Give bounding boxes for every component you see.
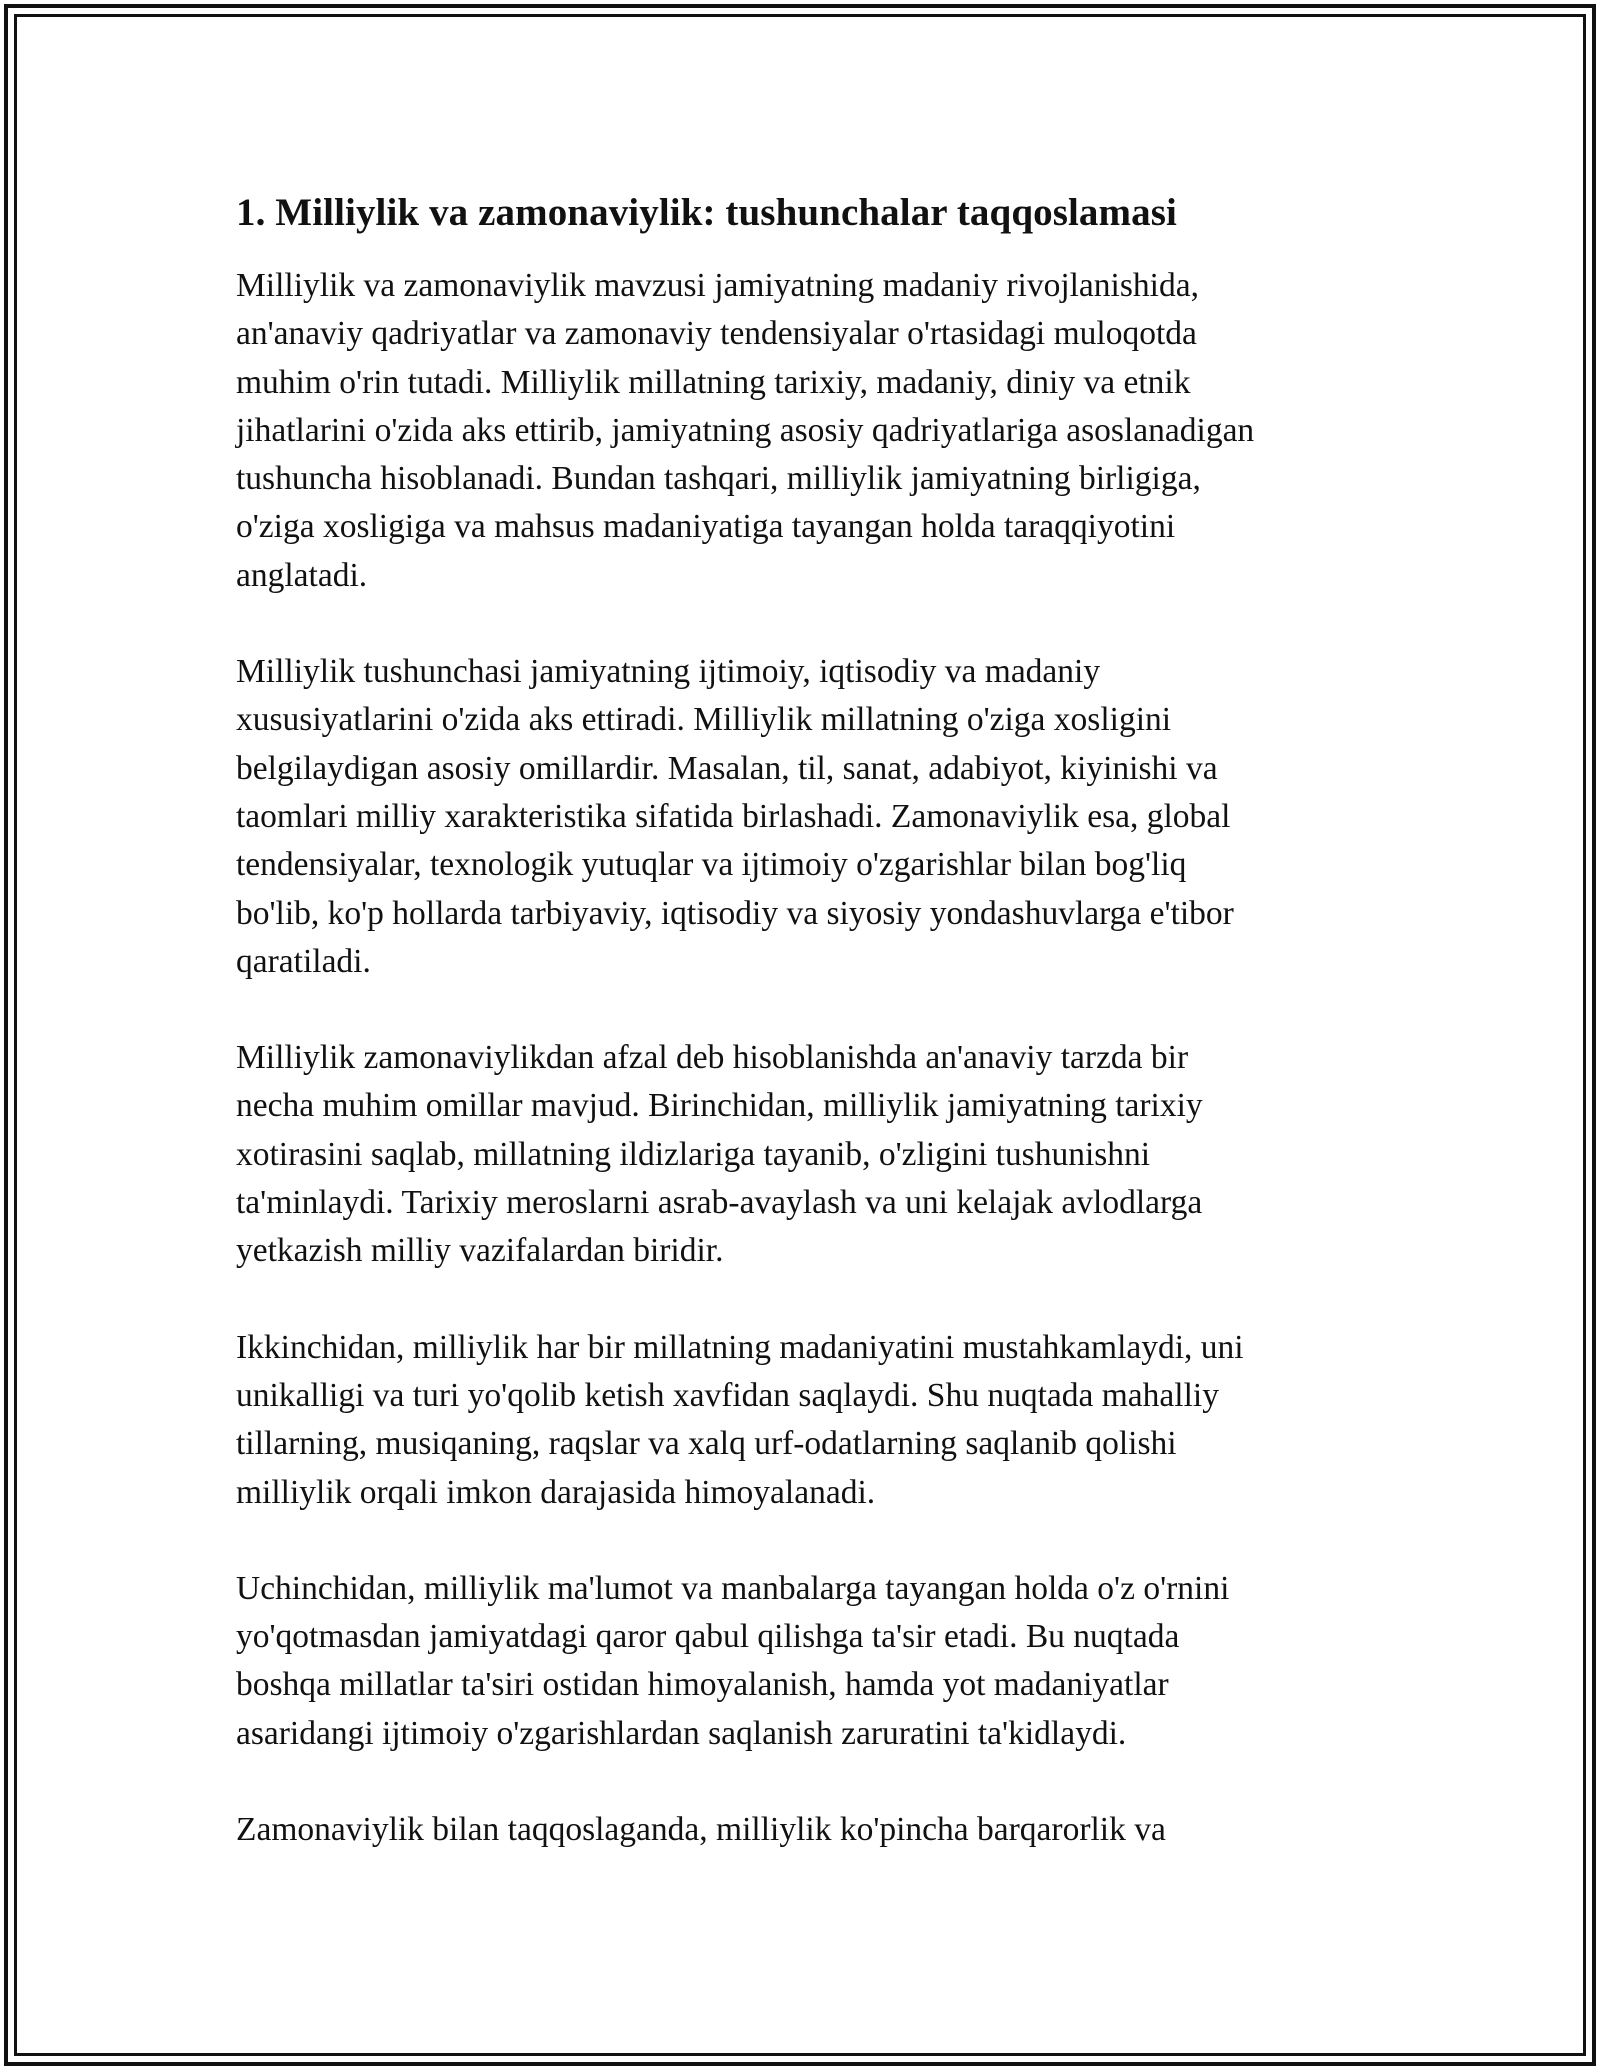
paragraph-line: milliylik orqali imkon darajasida himoyalanadi. [236, 1473, 876, 1511]
paragraph-line: Zamonaviylik bilan taqqoslaganda, milliylik ko'pincha barqarorlik va [236, 1811, 1166, 1849]
paragraph [236, 1324, 1376, 1517]
paragraph-line: an'anaviy qadriyatlar va zamonaviy tendensiyalar o'rtasidagi muloqotda [236, 315, 1197, 353]
paragraph-line: tendensiyalar, texnologik yutuqlar va ijtimoiy o'zgarishlar bilan bog'liq [236, 846, 1187, 884]
paragraph-line: unikalligi va turi yo'qolib ketish xavfidan saqlaydi. Shu nuqtada mahalliy [236, 1376, 1219, 1414]
paragraph-line: xotirasini saqlab, millatning ildizlariga tayanib, o'zligini tushunishni [236, 1135, 1151, 1173]
paragraph-line: qaratiladi. [236, 942, 371, 980]
paragraph-line: taomlari milliy xarakteristika sifatida birlashadi. Zamonaviylik esa, global [236, 797, 1231, 835]
paragraph-line: anglatadi. [236, 556, 368, 594]
paragraph-line: tillarning, musiqaning, raqslar va xalq urf-odatlarning saqlanib qolishi [236, 1425, 1177, 1463]
paragraph-line: muhim o'rin tutadi. Milliylik millatning tarixiy, madaniy, diniy va etnik [236, 363, 1191, 401]
paragraph [236, 1034, 1376, 1275]
paragraph-line: o'ziga xosligiga va mahsus madaniyatiga tayangan holda taraqqiyotini [236, 508, 1176, 546]
paragraph [236, 262, 1376, 600]
paragraph-line: xususiyatlarini o'zida aks ettiradi. Milliylik millatning o'ziga xosligini [236, 701, 1172, 739]
paragraph-line: Milliylik va zamonaviylik mavzusi jamiyatning madaniy rivojlanishida, [236, 267, 1199, 304]
paragraph-line: Ikkinchidan, milliylik har bir millatning madaniyatini mustahkamlaydi, uni [236, 1328, 1244, 1366]
paragraph-line: jihatlarini o'zida aks ettirib, jamiyatning asosiy qadriyatlariga asoslanadigan [236, 411, 1255, 449]
paragraph [236, 648, 1376, 986]
section-heading: 1. Milliylik va zamonaviylik: tushunchalar taqqoslamasi [236, 191, 1177, 234]
paragraph-line: Milliylik zamonaviylikdan afzal deb hisoblanishda an'anaviy tarzda bir [236, 1039, 1189, 1077]
paragraph-line: Uchinchidan, milliylik ma'lumot va manbalarga tayangan holda o'z o'rnini [236, 1569, 1230, 1607]
paragraph-line: yo'qotmasdan jamiyatdagi qaror qabul qilishga ta'sir etadi. Bu nuqtada [236, 1618, 1180, 1656]
paragraph [236, 1565, 1376, 1758]
paragraph-list [236, 262, 1376, 1854]
paragraph-line: tushuncha hisoblanadi. Bundan tashqari, milliylik jamiyatning birligiga, [236, 460, 1201, 498]
paragraph-line: belgilaydigan asosiy omillardir. Masalan, til, sanat, adabiyot, kiyinishi va [236, 749, 1218, 787]
paragraph [236, 1806, 1376, 1854]
paragraph-line: asaridangi ijtimoiy o'zgarishlardan saqlanish zaruratini ta'kidlaydi. [236, 1714, 1127, 1752]
paragraph-line: bo'lib, ko'p hollarda tarbiyaviy, iqtisodiy va siyosiy yondashuvlarga e'tibor [236, 894, 1234, 932]
paragraph-line: necha muhim omillar mavjud. Birinchidan, milliylik jamiyatning tarixiy [236, 1087, 1203, 1125]
document-body [236, 186, 1376, 1902]
paragraph-line: yetkazish milliy vazifalardan biridir. [236, 1232, 724, 1270]
paragraph-line: boshqa millatlar ta'siri ostidan himoyalanish, hamda yot madaniyatlar [236, 1666, 1169, 1704]
paragraph-line: Milliylik tushunchasi jamiyatning ijtimoiy, iqtisodiy va madaniy [236, 653, 1101, 691]
paragraph-line: ta'minlaydi. Tarixiy meroslarni asrab-avaylash va uni kelajak avlodlarga [236, 1184, 1203, 1222]
